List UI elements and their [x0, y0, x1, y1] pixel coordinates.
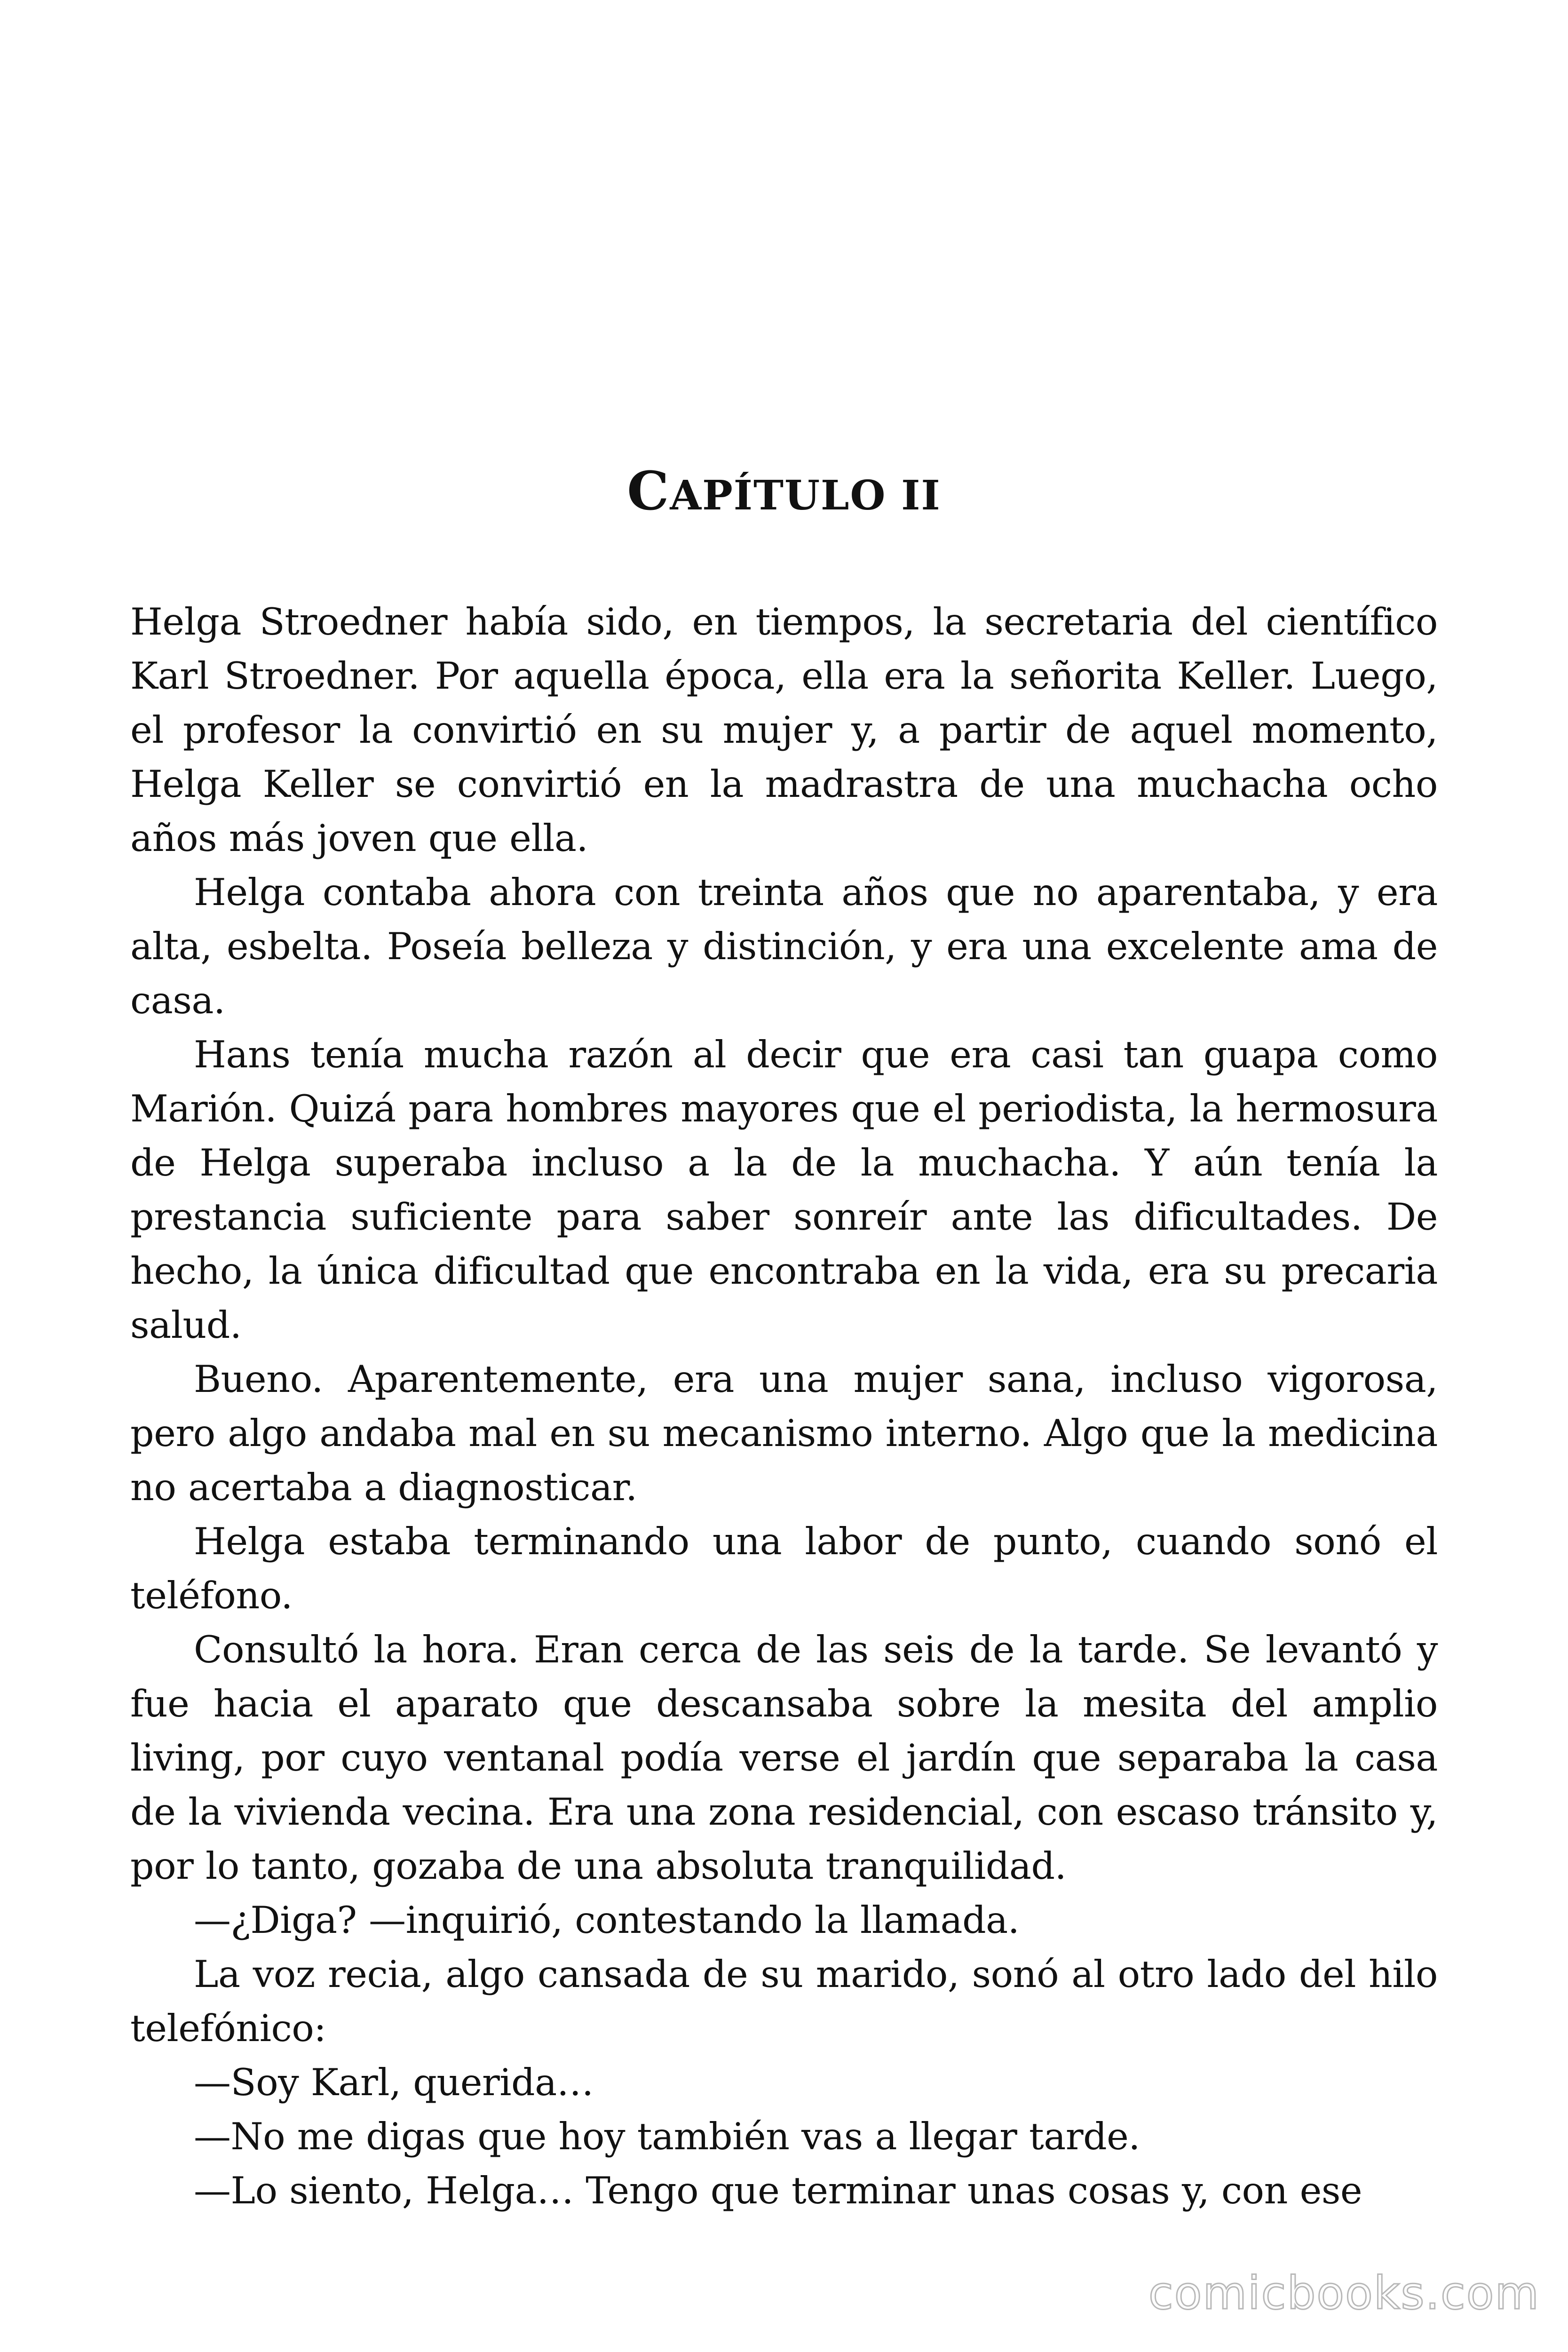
watermark-logo: comicbooks.com [1148, 2267, 1540, 2320]
chapter-title-rest: APÍTULO II [670, 472, 941, 519]
paragraph: —Lo siento, Helga… Tengo que terminar unas cosas y, con ese [194, 2169, 1362, 2212]
chapter-title-cap: C [627, 461, 670, 522]
paragraph: Helga contaba ahora con treinta años que no aparentaba, y era alta, esbelta. Poseía belleza y distinción, y era una excelente ama de casa. [130, 871, 1438, 1022]
paragraph: Helga estaba terminando una labor de punto, cuando sonó el teléfono. [130, 1520, 1438, 1617]
paragraph: —Soy Karl, querida… [194, 2061, 594, 2104]
paragraph: Bueno. Aparentemente, era una mujer sana, incluso vigorosa, pero algo andaba mal en su mecanismo interno. Algo que la medicina no acertaba a diagnosticar. [130, 1358, 1438, 1509]
paragraph: Consultó la hora. Eran cerca de las seis de la tarde. Se levantó y fue hacia el aparato que descansaba sobre la mesita del amplio living, por cuyo ventanal podía verse el jardín que separaba la casa de la vivienda vecina. Era una zona residencial, con escaso tránsito y, por lo tanto, gozaba de una absoluta tranquilidad. [130, 1628, 1438, 1888]
paragraph: Hans tenía mucha razón al decir que era casi tan guapa como Marión. Quizá para hombres mayores que el periodista, la hermosura de Helga superaba incluso a la de la muchacha. Y aún tenía la prestancia suficiente para saber sonreír ante las dificultades. De hecho, la única dificultad que encontraba en la vida, era su precaria salud. [130, 1033, 1438, 1347]
paragraph: —¿Diga? —inquirió, contestando la llamada. [194, 1899, 1020, 1942]
paragraph: Helga Stroedner había sido, en tiempos, la secretaria del científico Karl Stroedner. Por aquella época, ella era la señorita Keller. Luego, el profesor la convirtió en su mujer y, a partir de aquel momento, Helga Keller se convirtió en la madrastra de una muchacha ocho años más joven que ella. [130, 600, 1438, 860]
paragraph: —No me digas que hoy también vas a llegar tarde. [194, 2115, 1140, 2158]
chapter-title [0, 459, 1568, 529]
body-text [130, 595, 1438, 2218]
paragraph: La voz recia, algo cansada de su marido, sonó al otro lado del hilo telefónico: [130, 1953, 1438, 2050]
